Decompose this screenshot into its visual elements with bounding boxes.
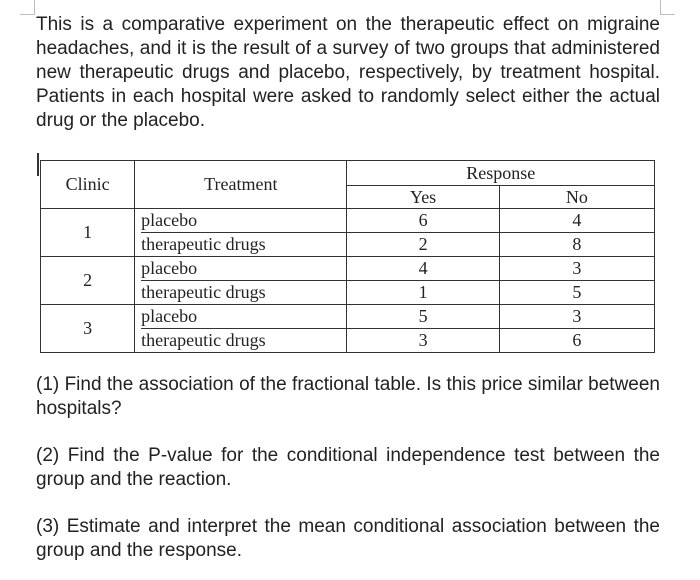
header-yes: Yes bbox=[347, 186, 499, 209]
yes-value: 3 bbox=[347, 328, 498, 352]
header-no: No bbox=[499, 186, 654, 209]
text-cursor bbox=[37, 153, 39, 176]
treatment-cell bbox=[135, 257, 347, 305]
no-value: 8 bbox=[500, 232, 654, 256]
yes-value: 4 bbox=[418, 258, 428, 278]
table-row-clinic-2 bbox=[41, 257, 655, 305]
question-2: (2) Find the P-value for the conditional independence test between the group and the reaction. bbox=[36, 445, 660, 490]
no-cell bbox=[499, 257, 654, 305]
page-corner-mark-right bbox=[660, 0, 675, 15]
question-3: (3) Estimate and interpret the mean conditional association between the group and the response. bbox=[36, 516, 660, 561]
treatment-label: placebo bbox=[141, 210, 198, 230]
treatment-cell bbox=[135, 209, 347, 257]
survey-table bbox=[40, 160, 655, 353]
yes-value: 6 bbox=[418, 210, 428, 230]
header-treatment: Treatment bbox=[135, 161, 347, 209]
yes-cell bbox=[347, 305, 499, 353]
treatment-label: therapeutic drugs bbox=[141, 232, 346, 256]
treatment-label: placebo bbox=[141, 258, 198, 278]
no-value: 3 bbox=[572, 258, 582, 278]
clinic-id: 2 bbox=[41, 257, 135, 305]
yes-value: 5 bbox=[418, 306, 428, 326]
no-cell bbox=[499, 209, 654, 257]
table-row-clinic-1 bbox=[41, 209, 655, 257]
treatment-label: therapeutic drugs bbox=[141, 280, 346, 304]
clinic-id: 1 bbox=[41, 209, 135, 257]
no-cell bbox=[499, 305, 654, 353]
no-value: 3 bbox=[572, 306, 582, 326]
yes-value: 1 bbox=[347, 280, 498, 304]
table-row-clinic-3 bbox=[41, 305, 655, 353]
question-1: (1) Find the association of the fractional table. Is this price similar between hospitals? bbox=[36, 374, 660, 419]
header-clinic: Clinic bbox=[41, 161, 135, 209]
page-corner-mark-left bbox=[20, 0, 35, 15]
yes-value: 2 bbox=[347, 232, 498, 256]
treatment-label: placebo bbox=[141, 306, 198, 326]
no-value: 4 bbox=[572, 210, 582, 230]
yes-cell bbox=[347, 257, 499, 305]
yes-cell bbox=[347, 209, 499, 257]
no-value: 6 bbox=[500, 328, 654, 352]
intro-paragraph: This is a comparative experiment on the therapeutic effect on migraine headaches, and it is the result of a survey of two groups that administered new therapeutic drugs and placebo, respectively, by treatment hospital. Patients in each hospital were asked to randomly select either the actual drug or the placebo. bbox=[36, 14, 660, 131]
treatment-cell bbox=[135, 305, 347, 353]
no-value: 5 bbox=[500, 280, 654, 304]
clinic-id: 3 bbox=[41, 305, 135, 353]
treatment-label: therapeutic drugs bbox=[141, 328, 346, 352]
header-response: Response bbox=[347, 161, 655, 186]
